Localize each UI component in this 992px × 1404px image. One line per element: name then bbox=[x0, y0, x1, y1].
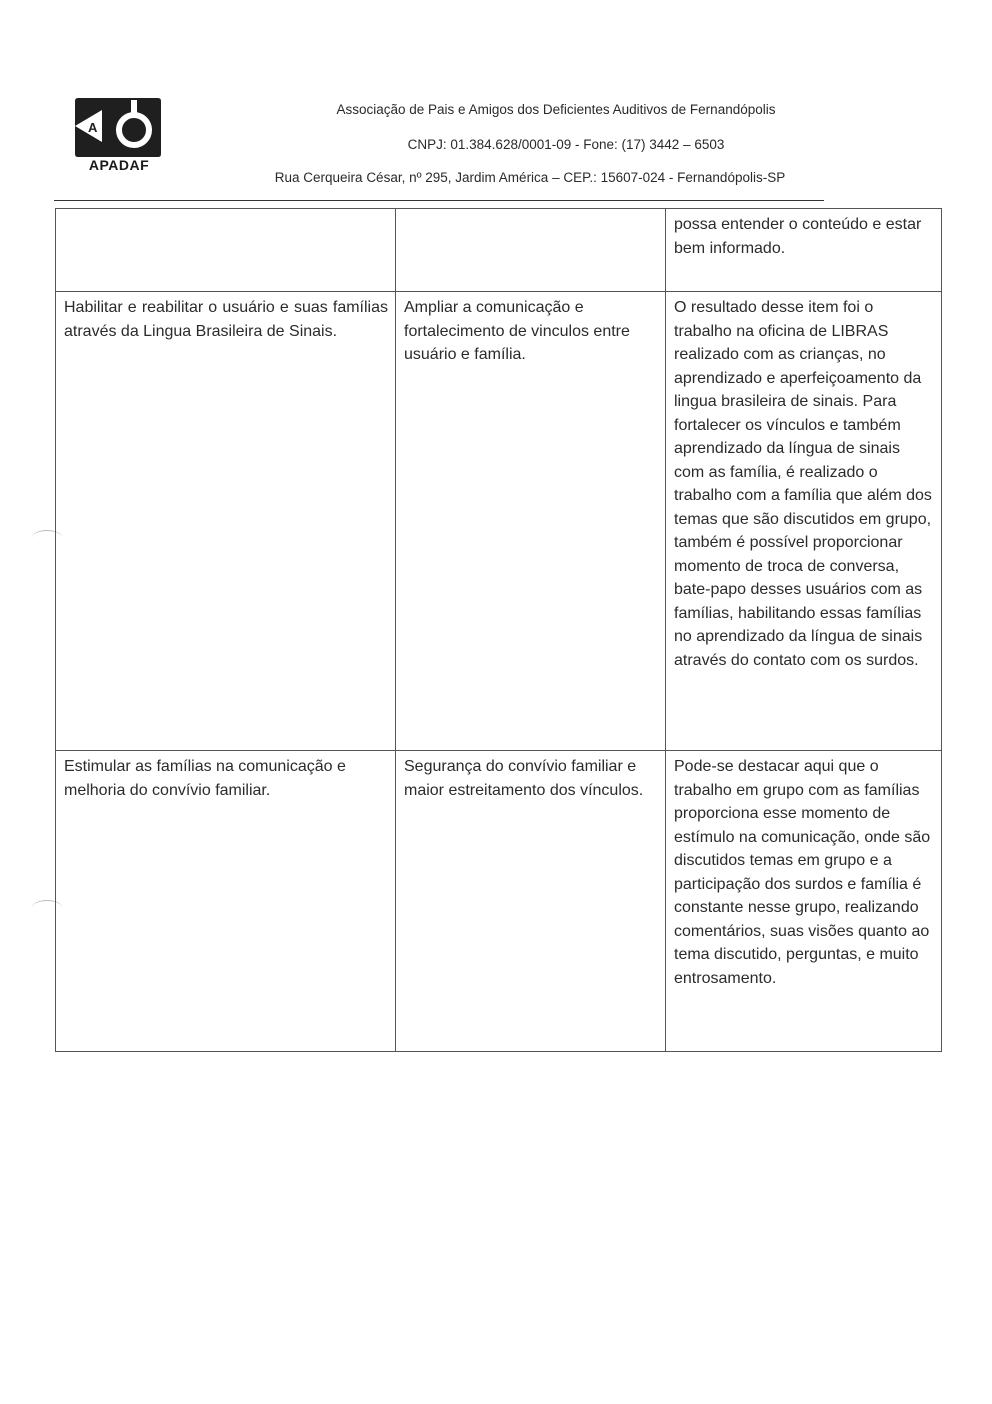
table-row bbox=[56, 751, 942, 1052]
organization-name: Associação de Pais e Amigos dos Deficientes Auditivos de Fernandópolis bbox=[336, 102, 776, 117]
result-cell: possa entender o conteúdo e estar bem informado. bbox=[666, 209, 942, 292]
objective-cell: Habilitar e reabilitar o usuário e suas famílias através da Lingua Brasileira de Sinais. bbox=[56, 292, 396, 751]
objective-cell: Estimular as famílias na comunicação e melhoria do convívio familiar. bbox=[56, 751, 396, 1052]
cnpj-phone: CNPJ: 01.384.628/0001-09 - Fone: (17) 3442 – 6503 bbox=[407, 137, 725, 152]
table-row bbox=[56, 292, 942, 751]
logo-letter: A bbox=[88, 120, 98, 135]
logo-text: APADAF bbox=[88, 157, 150, 173]
apadaf-logo-icon bbox=[74, 96, 162, 158]
objectives-table bbox=[55, 208, 942, 1052]
result-cell: Pode-se destacar aqui que o trabalho em grupo com as famílias proporciona esse momento de estímulo na comunicação, onde são discutidos temas em grupo e a participação dos surdos e família é constante nesse grupo, realizando comentários, suas visões quanto ao tema discutido, perguntas, e muito entrosamento. bbox=[666, 751, 942, 1052]
result-cell: O resultado desse item foi o trabalho na oficina de LIBRAS realizado com as crianças, no aprendizado e aperfeiçoamento da lingua brasileira de sinais. Para fortalecer os vínculos e também aprendizado da língua de sinais com as família, é realizado o trabalho com a família que além dos temas que são discutidos em grupo, também é possível proporcionar momento de troca de conversa, bate-papo desses usuários com as famílias, habilitando essas famílias no aprendizado da língua de sinais através do contato com os surdos. bbox=[666, 292, 942, 751]
objective-cell bbox=[56, 209, 396, 292]
goal-cell bbox=[396, 209, 666, 292]
header-divider bbox=[54, 200, 824, 201]
organization-logo bbox=[74, 96, 164, 176]
table-row bbox=[56, 209, 942, 292]
address: Rua Cerqueira César, nº 295, Jardim América – CEP.: 15607-024 - Fernandópolis-SP bbox=[274, 170, 786, 185]
goal-cell: Segurança do convívio familiar e maior estreitamento dos vínculos. bbox=[396, 751, 666, 1052]
goal-cell: Ampliar a comunicação e fortalecimento de vinculos entre usuário e família. bbox=[396, 292, 666, 751]
